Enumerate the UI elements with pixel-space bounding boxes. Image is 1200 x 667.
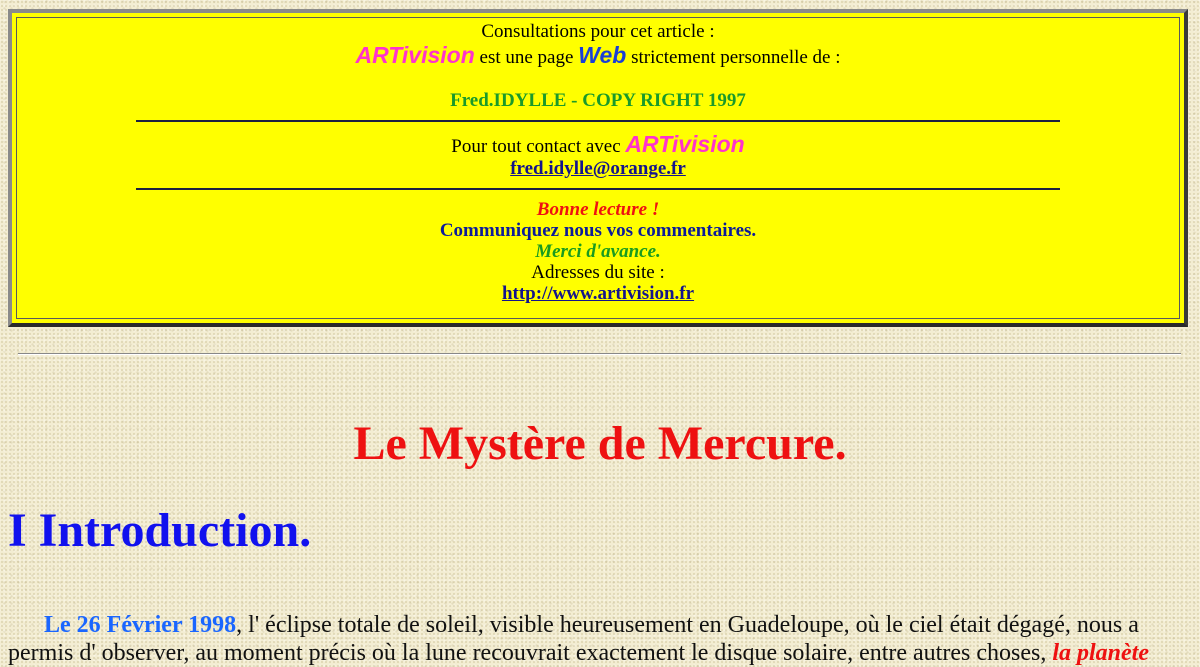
brand-name: ARTivision xyxy=(355,42,475,68)
divider-2 xyxy=(136,188,1060,190)
horizontal-rule xyxy=(18,353,1181,355)
adresses-label: Adresses du site : xyxy=(531,262,665,283)
section-heading: I Introduction. xyxy=(8,504,312,557)
artivision-info-box xyxy=(8,9,1188,327)
intro-highlight: la planète xyxy=(1052,640,1149,666)
web-page-pre: est une page xyxy=(474,47,579,68)
contact-brand-name: ARTivision xyxy=(625,131,745,157)
web-page-post: strictement personnelle de : xyxy=(626,47,841,68)
contact-email-row xyxy=(17,158,1179,180)
site-url-row xyxy=(17,283,1179,305)
info-box-inner-border xyxy=(16,17,1180,319)
consultations-label: Consultations pour cet article : xyxy=(481,21,715,42)
contact-email-link[interactable]: fred.idylle@orange.fr xyxy=(510,158,686,179)
contact-line xyxy=(17,131,1179,158)
site-url-link[interactable]: http://www.artivision.fr xyxy=(501,283,695,304)
bonne-lecture: Bonne lecture ! xyxy=(536,199,660,220)
web-word: Web xyxy=(578,42,627,68)
divider-1 xyxy=(136,120,1060,122)
merci-text: Merci d'avance. xyxy=(535,241,661,262)
intro-paragraph xyxy=(8,611,1168,667)
copyright-notice: Fred.IDYLLE - COPY RIGHT 1997 xyxy=(450,90,746,111)
web-page-line xyxy=(17,42,1179,69)
contact-pre: Pour tout contact avec xyxy=(451,136,626,157)
intro-text: , l' éclipse totale de soleil, visible heureusement en Guadeloupe, où le ciel était dégagé, nous a permis d' observer, au moment précis où la lune recouvrait exactement le disque solaire, entre autres choses, xyxy=(8,612,1139,666)
page-title: Le Mystère de Mercure. xyxy=(353,417,847,470)
intro-date: Le 26 Février 1998 xyxy=(44,612,237,638)
communiquez-text: Communiquez nous vos commentaires. xyxy=(439,220,757,241)
